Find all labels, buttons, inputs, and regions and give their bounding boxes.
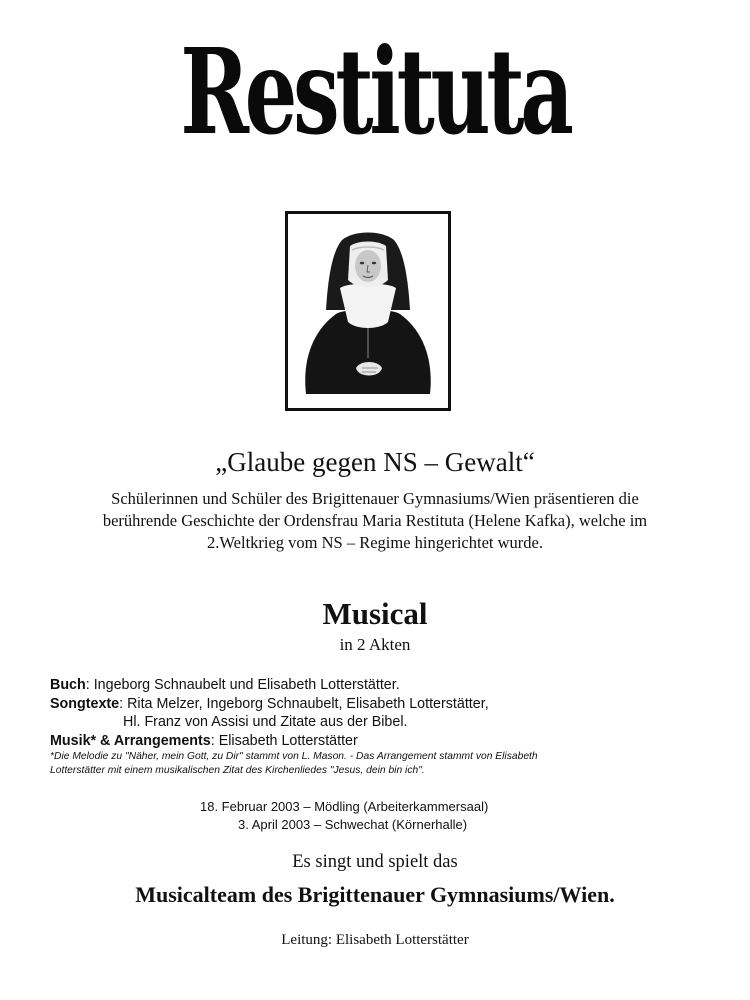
intro-text (40, 488, 710, 554)
ensemble-name: Musicalteam des Brigittenauer Gymnasiums/Wien. (135, 882, 615, 907)
intro-line: Schülerinnen und Schüler des Brigittenauer Gymnasiums/Wien präsentieren die (111, 489, 639, 508)
performance-dates (200, 798, 580, 834)
portrait-frame (285, 211, 451, 411)
credit-lyrics-continued: Hl. Franz von Assisi und Zitate aus der Bibel. (123, 714, 408, 730)
acts-subheading: in 2 Akten (339, 635, 411, 654)
credit-value: : Elisabeth Lotterstätter (210, 732, 358, 749)
credit-music (50, 732, 730, 751)
credit-book (50, 676, 730, 695)
credit-label: Songtexte (50, 695, 120, 712)
credit-label: Musik* & Arrangements (50, 732, 211, 749)
credit-value: : Ingeborg Schnaubelt und Elisabeth Lotterstätter. (85, 677, 400, 693)
credit-lyrics (50, 695, 730, 714)
genre-heading: Musical (322, 596, 428, 631)
performance-date: 18. Februar 2003 – Mödling (Arbeiterkammersaal) (200, 799, 489, 814)
credits-block (50, 676, 730, 778)
nun-portrait-image (292, 218, 444, 404)
poster-title: Restituta (180, 22, 570, 161)
slogan: „Glaube gegen NS – Gewalt“ (215, 447, 535, 477)
intro-line: 2.Weltkrieg vom NS – Regime hingerichtet wurde. (207, 533, 543, 552)
footnote-line: *Die Melodie zu "Näher, mein Gott, zu Dir" stammt von L. Mason. - Das Arrangement stammt von Elisabeth (50, 751, 538, 762)
performance-date: 3. April 2003 – Schwechat (Körnerhalle) (238, 817, 468, 832)
ensemble-intro: Es singt und spielt das (292, 852, 458, 872)
credit-value: : Rita Melzer, Ingeborg Schnaubelt, Elisabeth Lotterstätter, (119, 695, 489, 712)
credit-label: Buch (50, 677, 86, 693)
footnote-line: Lotterstätter mit einem musikalischen Zitat des Kirchenliedes "Jesus, dein bin ich". (50, 765, 425, 776)
direction-credit: Leitung: Elisabeth Lotterstätter (281, 932, 469, 948)
intro-line: berührende Geschichte der Ordensfrau Maria Restituta (Helene Kafka), welche im (102, 511, 648, 530)
